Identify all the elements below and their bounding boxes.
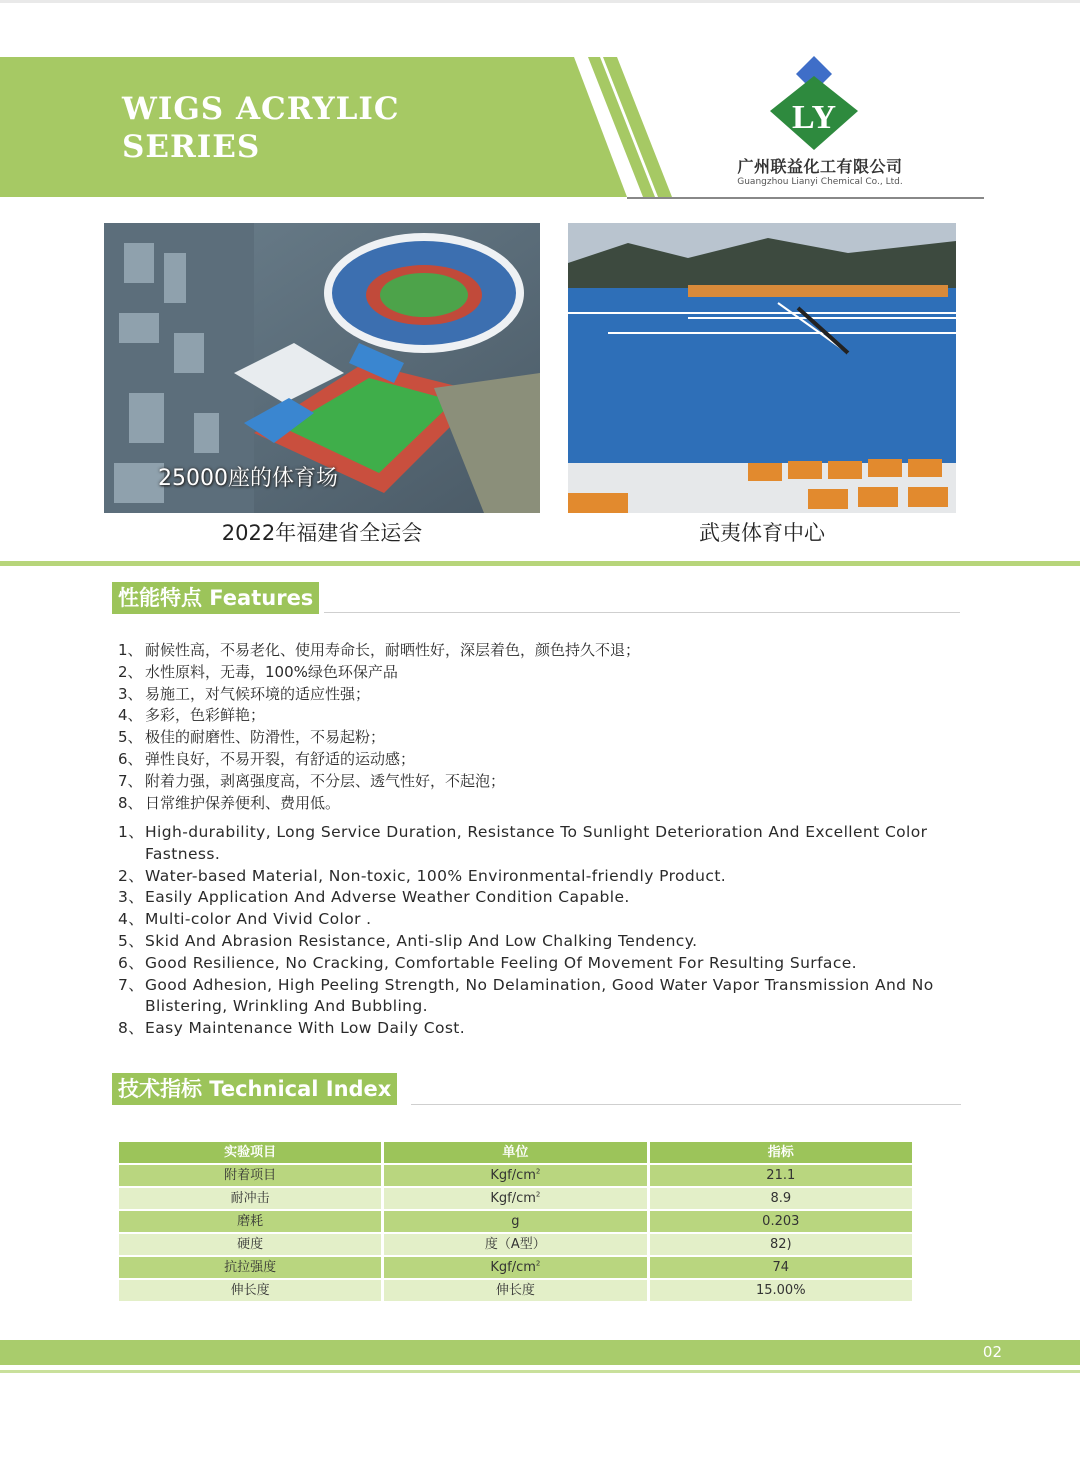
cell-value: 21.1 <box>650 1165 912 1186</box>
cell-unit: Kgf/$cm^2$ <box>384 1165 646 1186</box>
column-header-value: 指标 <box>650 1142 912 1163</box>
cell-item: 附着项目 <box>119 1165 381 1186</box>
company-name-cn: 广州联益化工有限公司 <box>737 157 903 176</box>
table-row <box>119 1188 912 1209</box>
stadium-aerial-photo <box>104 223 540 513</box>
tennis-court-photo <box>568 223 956 513</box>
list-item: 7、 附着力强，剥离强度高，不分层、透气性好，不起泡； <box>118 771 506 790</box>
table-row <box>119 1165 912 1186</box>
table-row <box>119 1257 912 1278</box>
company-logo <box>720 56 920 196</box>
list-item: 8、 Easy Maintenance With Low Daily Cost. <box>118 1019 466 1038</box>
list-item: 2、 水性原料，无毒，100%绿色环保产品 <box>118 662 398 681</box>
cell-item: 磨耗 <box>119 1211 381 1232</box>
section-divider <box>0 561 1080 566</box>
list-item: 8、 日常维护保养便利、费用低。 <box>118 793 341 812</box>
cell-value: 82) <box>650 1234 912 1255</box>
list-item: 3、 Easily Application And Adverse Weather Condition Capable. <box>118 888 630 907</box>
cell-unit: Kgf/$cm^2$ <box>384 1257 646 1278</box>
cell-value: 0.203 <box>650 1211 912 1232</box>
logo-underline <box>627 197 984 199</box>
list-item: 5、 极佳的耐磨性、防滑性，不易起粉； <box>118 728 386 747</box>
cell-item: 抗拉强度 <box>119 1257 381 1278</box>
cell-unit: g <box>384 1211 646 1232</box>
features-heading: 性能特点 Features <box>112 582 319 614</box>
list-item: 2、 Water-based Material, Non-toxic, 100% Environmental-friendly Product. <box>118 866 727 885</box>
series-title <box>122 90 400 166</box>
list-item: 1、 High-durability, Long Service Duration, Resistance To Sunlight Deterioration And Excellent Color Fastness. <box>118 823 928 863</box>
cell-unit: Kgf/$cm^2$ <box>384 1188 646 1209</box>
technical-heading: 技术指标 Technical Index <box>112 1073 397 1105</box>
table-row <box>119 1211 912 1232</box>
cell-item: 硬度 <box>119 1234 381 1255</box>
list-item: 6、 Good Resilience, No Cracking, Comfortable Feeling Of Movement For Resulting Surface. <box>118 953 858 972</box>
features-list-en <box>118 822 978 1040</box>
company-name-en: Guangzhou Lianyi Chemical Co., Ltd. <box>737 177 903 187</box>
stadium-overlay-label: 25000座的体育场 <box>158 466 338 491</box>
cell-item: 耐冲击 <box>119 1188 381 1209</box>
features-heading-rule <box>324 612 960 613</box>
list-item: 1、 耐候性高，不易老化、使用寿命长，耐晒性好，深层着色，颜色持久不退； <box>118 641 641 659</box>
photo-caption-wuyi-center: 武夷体育中心 <box>699 521 825 545</box>
series-title-line2: SERIES <box>122 129 261 165</box>
column-header-unit: 单位 <box>384 1142 646 1163</box>
cell-unit: 度（A型） <box>384 1234 646 1255</box>
table-row <box>119 1280 912 1301</box>
cell-item: 伸长度 <box>119 1280 381 1301</box>
footer-band <box>0 1340 1080 1365</box>
technical-index-table <box>116 1140 915 1303</box>
column-header-item: 实验项目 <box>119 1142 381 1163</box>
table-row <box>119 1234 912 1255</box>
cell-value: 8.9 <box>650 1188 912 1209</box>
ly-logo-icon <box>764 56 864 152</box>
table-header-row <box>119 1142 912 1163</box>
list-item: 5、 Skid And Abrasion Resistance, Anti-slip And Low Chalking Tendency. <box>118 931 698 950</box>
technical-heading-rule <box>411 1104 961 1105</box>
footer-rule <box>0 1370 1080 1373</box>
tennis-court-image <box>568 223 956 513</box>
list-item: 4、 多彩，色彩鲜艳； <box>118 706 266 725</box>
cell-value: 74 <box>650 1257 912 1278</box>
top-rule <box>0 0 1080 3</box>
logo-letters: LY <box>791 99 837 136</box>
list-item: 7、 Good Adhesion, High Peeling Strength, No Delamination, Good Water Vapor Transmission And No Blistering, Wrinkling And Bubbling. <box>118 975 934 1016</box>
list-item: 3、 易施工，对气候环境的适应性强； <box>118 684 371 703</box>
list-item: 4、 Multi-color And Vivid Color . <box>118 910 372 929</box>
list-item: 6、 弹性良好，不易开裂，有舒适的运动感； <box>118 749 416 768</box>
cell-unit: 伸长度 <box>384 1280 646 1301</box>
page-number: 02 <box>982 1343 1002 1361</box>
features-list-cn <box>118 640 818 814</box>
photo-caption-fujian-games: 2022年福建省全运会 <box>221 521 423 545</box>
series-title-line1: WIGS ACRYLIC <box>122 91 400 127</box>
cell-value: 15.00% <box>650 1280 912 1301</box>
